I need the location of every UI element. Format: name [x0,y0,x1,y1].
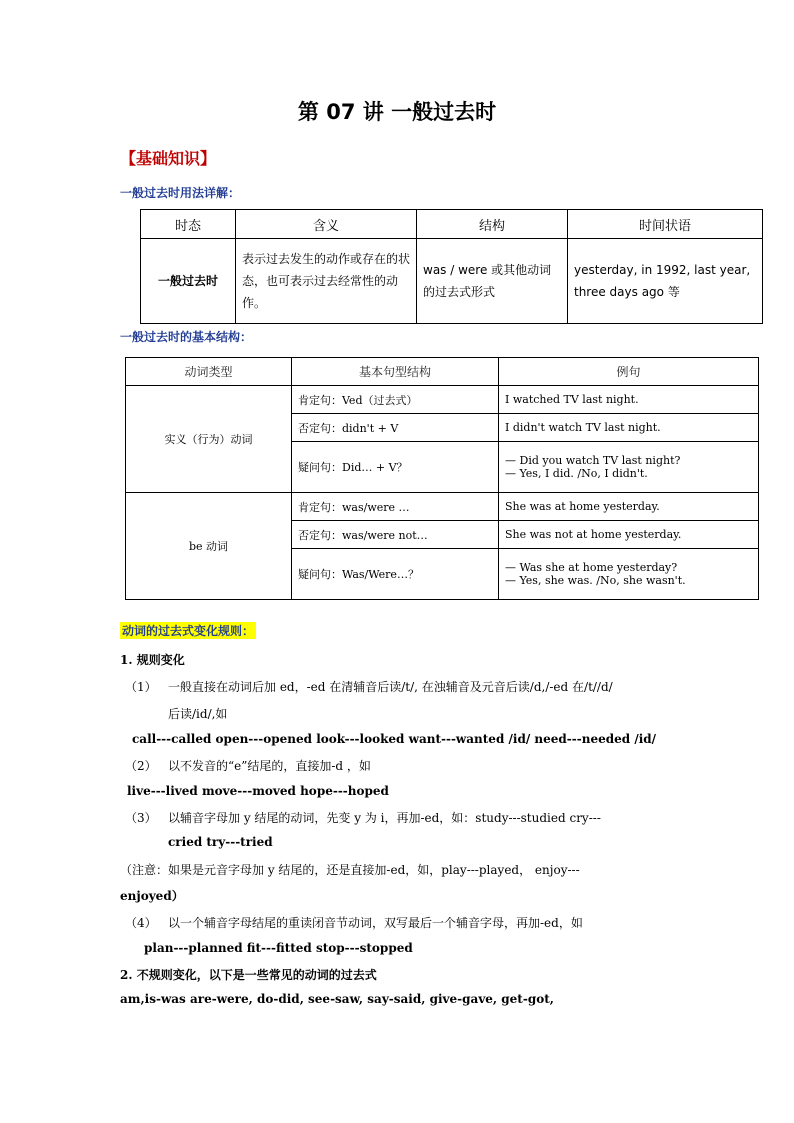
rule-text: 以不发音的“e”结尾的，直接加-d ，如 [168,759,371,773]
verb-type-cell: 实义（行为）动词 [126,386,292,493]
table-row [126,386,759,414]
rule-examples: plan---planned fit---fitted stop---stopped [144,941,413,955]
structure-heading: 一般过去时的基本结构： [120,330,253,344]
section-heading: 【基础知识】 [120,149,217,168]
usage-header-structure: 结构 [417,210,568,239]
rule-number: （1） [125,680,157,694]
note-text: enjoyed） [120,889,184,903]
example-cell: She was not at home yesterday. [499,521,759,549]
usage-header-time: 时间状语 [568,210,763,239]
note-text: （注意：如果是元音字母加 y 结尾的，还是直接加-ed，如，play---played， enjoy--- [120,863,580,877]
example-line: — Was she at home yesterday? [505,561,678,574]
rule-text: cried try---tried [168,835,273,849]
pattern-cell: 疑问句：Did… + V？ [292,442,499,493]
pattern-cell: 否定句：was/were not… [292,521,499,549]
usage-heading: 一般过去时用法详解： [120,186,241,200]
usage-cell-time: yesterday, in 1992, last year, three days ago 等 [568,239,763,324]
page-title: 第 07 讲 一般过去时 [297,100,497,124]
rule-number: （4） [125,916,157,930]
usage-cell-structure: was / were 或其他动词的过去式形式 [417,239,568,324]
usage-header-tense: 时态 [141,210,236,239]
usage-cell-tense: 一般过去时 [141,239,236,324]
example-cell [499,442,759,493]
example-cell: I didn't watch TV last night. [499,414,759,442]
pattern-cell: 疑问句：Was/Were…？ [292,549,499,600]
rule-number: （3） [125,811,157,825]
usage-header-meaning: 含义 [236,210,417,239]
example-cell [499,549,759,600]
pattern-cell: 肯定句：Ved（过去式） [292,386,499,414]
rule-text: 以一个辅音字母结尾的重读闭音节动词，双写最后一个辅音字母，再加-ed，如 [168,916,583,930]
irregular-heading: 2. 不规则变化，以下是一些常见的动词的过去式 [120,968,377,982]
rule-text: 后读/id/,如 [168,707,228,721]
structure-header-type: 动词类型 [126,358,292,386]
usage-table [140,209,763,324]
example-cell: I watched TV last night. [499,386,759,414]
rule-number: （2） [125,759,157,773]
pattern-cell: 肯定句：was/were … [292,493,499,521]
rule-examples: call---called open---opened look---looked want---wanted /id/ need---needed /id/ [132,732,657,746]
regular-heading: 1. 规则变化 [120,653,185,667]
example-line: — Did you watch TV last night? [505,454,681,467]
structure-table [125,357,759,600]
table-row [126,493,759,521]
example-cell: She was at home yesterday. [499,493,759,521]
rule-text: 以辅音字母加 y 结尾的动词，先变 y 为 i，再加-ed，如：study---studied cry--- [168,811,601,825]
pattern-cell: 否定句：didn't + V [292,414,499,442]
verb-type-cell: be 动词 [126,493,292,600]
example-line: — Yes, I did. /No, I didn't. [505,467,648,480]
example-line: — Yes, she was. /No, she wasn't. [505,574,686,587]
rule-text: 一般直接在动词后加 ed，-ed 在清辅音后读/t/, 在浊辅音及元音后读/d,/-ed 在/t//d/ [168,680,613,694]
irregular-list: am,is-was are-were, do-did, see-saw, say-said, give-gave, get-got, [120,992,554,1006]
structure-header-example: 例句 [499,358,759,386]
structure-header-pattern: 基本句型结构 [292,358,499,386]
usage-cell-meaning: 表示过去发生的动作或存在的状态，也可表示过去经常性的动作。 [236,239,417,324]
rules-heading: 动词的过去式变化规则： [122,624,255,638]
rule-examples: live---lived move---moved hope---hoped [127,784,389,798]
